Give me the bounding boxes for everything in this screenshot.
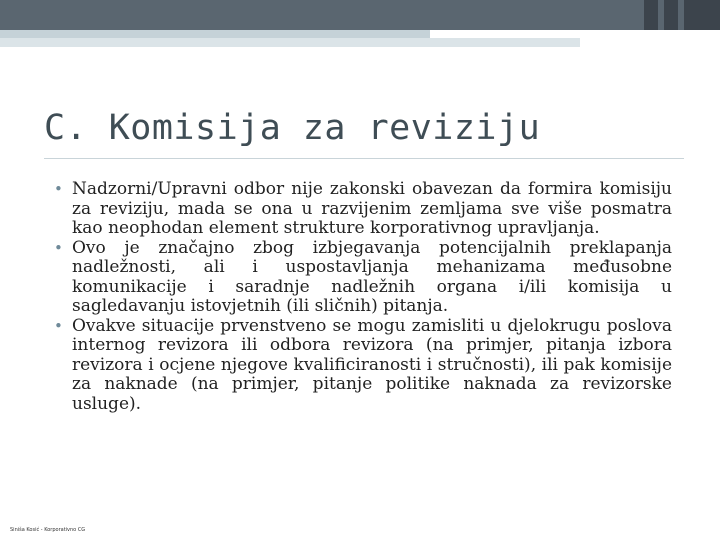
- banner-block-2: [664, 0, 678, 30]
- bullet-list: [50, 180, 672, 414]
- bullet-item: [50, 317, 672, 415]
- banner-block-3: [684, 0, 720, 30]
- bullet-marker: •: [54, 316, 63, 335]
- top-banner: [0, 0, 720, 30]
- bullet-marker: •: [54, 238, 63, 257]
- slide-title: C. Komisija za reviziju: [44, 108, 541, 148]
- bullet-item: [50, 180, 672, 239]
- slide-footer: Siniša Kosić - Korporativno CG: [10, 527, 86, 533]
- bullet-item: [50, 239, 672, 317]
- accent-stripes: [0, 30, 720, 38]
- bullet-text: Ovo je značajno zbog izbjegavanja potencijalnih preklapanja nadležnosti, ali i uspostavljanja mehanizama međusobne komunikacije i saradnje nadležnih organa i/ili komisija u sagledavanju istovjetnih (ili sličnih) pitanja.: [72, 237, 672, 316]
- bullet-text: Nadzorni/Upravni odbor nije zakonski obavezan da formira komisiju za reviziju, mada se ona u razvijenim zemljama sve više posmatra kao neophodan element strukture korporativnog upravljanja.: [72, 179, 672, 238]
- accent-stripe-2: [0, 38, 580, 47]
- title-divider: [44, 158, 684, 159]
- bullet-marker: •: [54, 180, 63, 198]
- accent-stripe-1: [0, 30, 430, 38]
- bullet-text: Ovakve situacije prvenstveno se mogu zamisliti u djelokrugu poslova internog revizora ili odbora revizora (na primjer, pitanja izbora revizora i ocjene njegove kvalificiranosti i stručnosti), ili pak komisije za naknade (na primjer, pitanje politike naknada za revizorske usluge).: [72, 315, 672, 414]
- banner-block-1: [644, 0, 658, 30]
- accent-stripe-3: [430, 30, 720, 38]
